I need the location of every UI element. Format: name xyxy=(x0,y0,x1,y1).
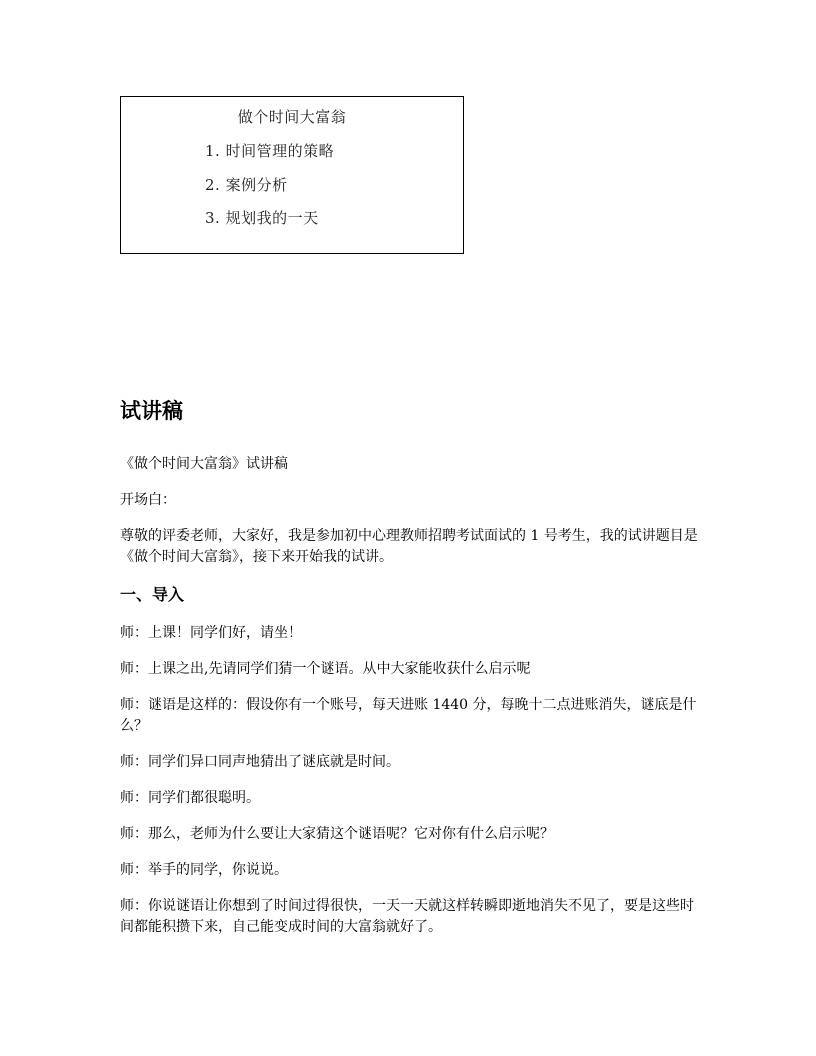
dialogue-paragraph: 师：举手的同学，你说说。 xyxy=(120,862,288,878)
section-title-introduction: 一、导入 xyxy=(120,585,185,604)
board-title: 做个时间大富翁 xyxy=(237,108,347,126)
board-item-1: 1. 时间管理的策略 xyxy=(205,142,335,160)
dialogue-paragraph: 师：同学们都很聪明。 xyxy=(120,790,260,806)
dialogue-paragraph: 师：上课之出,先请同学们猜一个谜语。从中大家能收获什么启示呢 xyxy=(120,661,531,677)
board-item-2: 2. 案例分析 xyxy=(205,176,288,194)
document-subtitle: 《做个时间大富翁》试讲稿 xyxy=(120,456,288,472)
document-heading: 试讲稿 xyxy=(120,399,183,423)
dialogue-paragraph: 师：那么，老师为什么要让大家猜这个谜语呢？它对你有什么启示呢？ xyxy=(120,826,554,842)
blackboard-outline-box xyxy=(120,96,464,254)
opening-label: 开场白： xyxy=(120,492,176,508)
document-body xyxy=(120,396,700,953)
opening-text: 尊敬的评委老师，大家好，我是参加初中心理教师招聘考试面试的 1 号考生，我的试讲题目是《做个时间大富翁》，接下来开始我的试讲。 xyxy=(120,528,698,565)
dialogue-paragraph: 师：上课！同学们好，请坐！ xyxy=(120,625,302,641)
dialogue-paragraph: 师：同学们异口同声地猜出了谜底就是时间。 xyxy=(120,754,400,770)
board-item-3: 3. 规划我的一天 xyxy=(205,209,319,227)
dialogue-paragraph: 师：谜语是这样的：假设你有一个账号，每天进账 1440 分，每晚十二点进账消失，谜底是什么？ xyxy=(120,697,697,734)
dialogue-paragraph: 师：你说谜语让你想到了时间过得很快，一天一天就这样转瞬即逝地消失不见了，要是这些时间都能积攒下来，自己能变成时间的大富翁就好了。 xyxy=(120,898,694,935)
